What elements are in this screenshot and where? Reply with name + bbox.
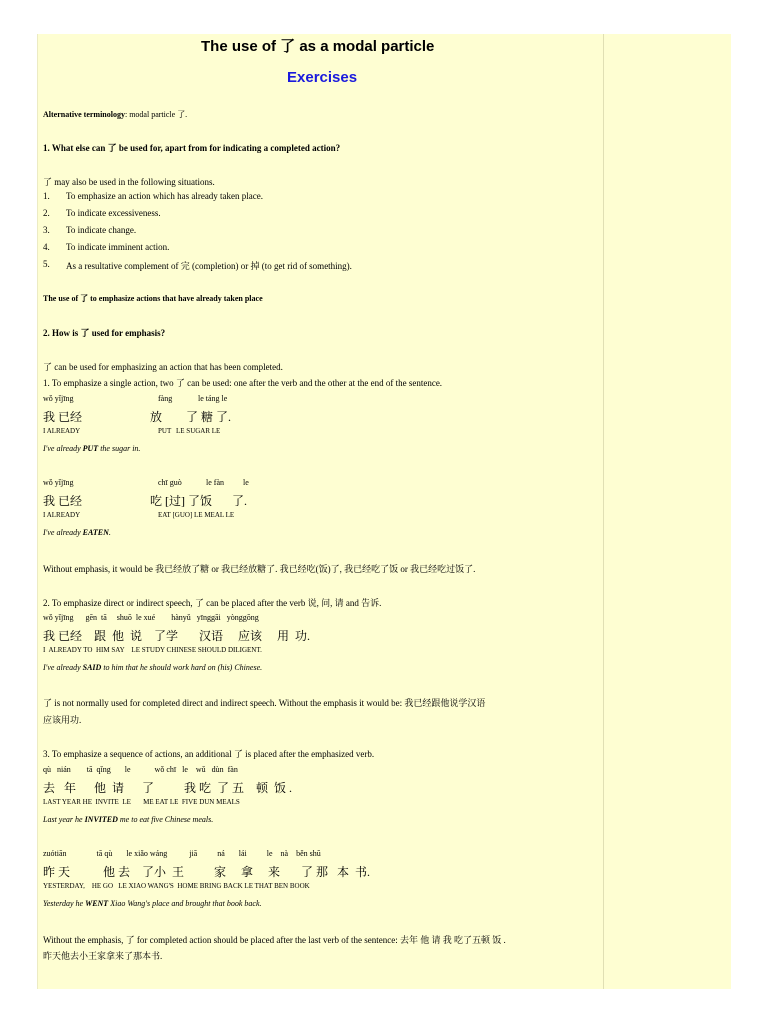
pinyin-line: le (243, 478, 249, 487)
gloss-line: PUT (158, 427, 172, 435)
paragraph: 昨天他去小王家拿来了那本书. (43, 951, 163, 961)
paragraph: 应该用功. (43, 715, 82, 725)
paragraph: 了 can be used for emphasizing an action that has been completed. (43, 362, 283, 372)
content-column (37, 34, 604, 989)
paragraph: Without the emphasis, 了 for completed action should be placed after the last verb of the sentence: 去年 他 请 我 吃了五顿 饭 . (43, 935, 506, 945)
pinyin-line: fàng (158, 394, 173, 403)
gloss-line: I ALREADY (43, 511, 81, 519)
translation: I've already EATEN. (43, 528, 111, 537)
pinyin-line: le fàn (206, 478, 224, 487)
chinese-line: 昨 天 他 去 了小 王 家 拿 来 了 那 本 书. (43, 865, 371, 879)
list-item: 2. To indicate excessiveness. (43, 208, 161, 218)
chinese-line: 了 糖 了. (186, 410, 232, 424)
list-item: 3. To indicate change. (43, 225, 137, 235)
pinyin-line: zuótiān tā qù le xiǎo wáng jiā ná lái le nà běn shū (43, 849, 321, 858)
pinyin-line: wǒ yǐjīng (43, 478, 74, 487)
pinyin-line: wǒ yǐjīng gēn tā shuō le xué hànyǔ yīnggāi yònggōng (43, 613, 259, 622)
exercises-heading: Exercises (287, 69, 358, 86)
paragraph: 了 is not normally used for completed direct and indirect speech. Without the emphasis it would be: 我已经跟他说学汉语 (43, 698, 486, 708)
gloss-line: I ALREADY TO HIM SAY LE STUDY CHINESE SHOULD DILIGENT. (43, 646, 262, 654)
translation: I've already SAID to him that he should work hard on (his) Chinese. (43, 663, 263, 672)
list-item: 4. To indicate imminent action. (43, 242, 170, 252)
question-2: 2. How is 了 used for emphasis? (43, 328, 166, 338)
chinese-line: 我 已经 (43, 410, 83, 424)
page-title: The use of 了 as a modal particle (201, 38, 435, 55)
gloss-line: LE SUGAR LE (176, 427, 221, 435)
gloss-line: YESTERDAY, HE GO LE XIAO WANG'S HOME BRING BACK LE THAT BEN BOOK (43, 882, 310, 890)
pinyin-line: le táng le (198, 394, 228, 403)
alt-term-text: : modal particle 了. (124, 110, 188, 119)
paragraph: Without emphasis, it would be 我已经放了糖 or 我已经放糖了. 我已经吃(饭)了, 我已经吃了饭 or 我已经吃过饭了. (43, 564, 476, 574)
list-item: 1. To emphasize an action which has already taken place. (43, 191, 264, 201)
gloss-line: I ALREADY (43, 427, 81, 435)
pinyin-line: qù nián tā qǐng le wǒ chī le wǔ dùn fàn (43, 765, 238, 774)
intro-line: 了 may also be used in the following situations. (43, 177, 215, 187)
document-page (37, 34, 731, 989)
chinese-line: 我 已经 (43, 494, 83, 508)
gloss-line: EAT [GUO] LE MEAL LE (158, 511, 235, 519)
section-heading: The use of 了 to emphasize actions that have already taken place (43, 294, 263, 303)
translation: I've already PUT the sugar in. (43, 444, 141, 453)
pinyin-line: wǒ yǐjīng (43, 394, 74, 403)
list-item: 5. As a resultative complement of 完 (completion) or 掉 (to get rid of something). (43, 259, 352, 271)
translation: Last year he INVITED me to eat five Chinese meals. (43, 815, 214, 824)
chinese-line: 了. (232, 494, 248, 508)
alt-terminology (43, 109, 187, 120)
chinese-line: 我 已经 跟 他 说 了学 汉语 应该 用 功. (43, 629, 311, 643)
paragraph: 3. To emphasize a sequence of actions, an additional 了 is placed after the emphasized verb. (43, 749, 375, 759)
gloss-line: LAST YEAR HE INVITE LE ME EAT LE FIVE DUN MEALS (43, 798, 240, 806)
question-1: 1. What else can 了 be used for, apart from for indicating a completed action? (43, 143, 341, 153)
pinyin-line: chī guò (158, 478, 182, 487)
chinese-line: 吃 [过] 了饭 (150, 494, 212, 508)
paragraph: 2. To emphasize direct or indirect speech, 了 can be placed after the verb 说, 问, 请 and 告诉. (43, 598, 382, 608)
chinese-line: 去 年 他 请 了 我 吃 了 五 顿 饭 . (43, 781, 293, 795)
alt-term-label: Alternative terminology (43, 110, 125, 119)
chinese-line: 放 (150, 410, 163, 424)
translation: Yesterday he WENT Xiao Wang's place and brought that book back. (43, 899, 262, 908)
paragraph: 1. To emphasize a single action, two 了 can be used: one after the verb and the other at the end of the sentence. (43, 378, 443, 388)
